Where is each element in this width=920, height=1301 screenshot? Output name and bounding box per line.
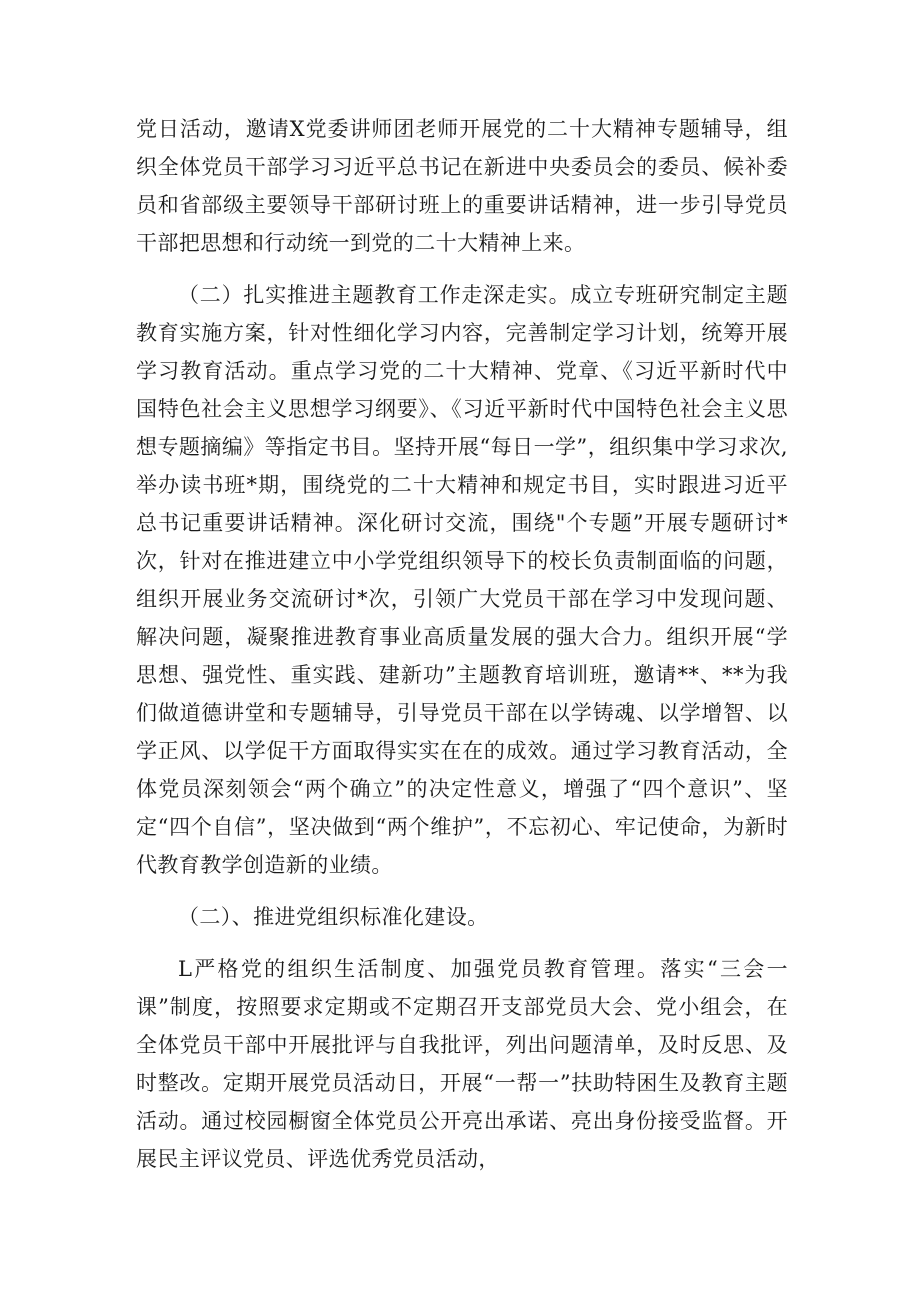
- document-body: [136, 110, 788, 1178]
- paragraph-party-day-activity: 党日活动，邀请X党委讲师团老师开展党的二十大精神专题辅导，组织全体党员干部学习习近平总书记在新进中央委员会的委员、候补委员和省部级主要领导干部研讨班上的重要讲话精神，进一步引导党员干部把思想和行动统一到党的二十大精神上来。: [136, 117, 788, 255]
- paragraph-theme-education: （二）扎实推进主题教育工作走深走实。成立专班研究制定主题教育实施方案，针对性细化学习内容，完善制定学习计划，统筹开展学习教育活动。重点学习党的二十大精神、党章、《习近平新时代中国特色社会主义思想学习纲要》、《习近平新时代中国特色社会主义思想专题摘编》等指定书目。坚持开展“每日一学”，组织集中学习求次,举办读书班*期，围绕党的二十大精神和规定书目，实时跟进习近平总书记重要讲话精神。深化研讨交流，围绕"个专题”开展专题研讨*次，针对在推进建立中小学党组织领导下的校长负责制面临的问题，组织开展业务交流研讨*次，引领广大党员干部在学习中发现问题、解决问题，凝聚推进教育事业高质量发展的强大合力。组织开展“学思想、强党性、重实践、建新功”主题教育培训班，邀请**、**为我们做道德讲堂和专题辅导，引导党员干部在以学铸魂、以学增智、以学正风、以学促干方面取得实实在在的成效。通过学习教育活动，全体党员深刻领会“两个确立”的决定性意义，增强了“四个意识”、坚定“四个自信”，坚决做到“两个维护”，不忘初心、牢记使命，为新时代教育教学创造新的业绩。: [136, 283, 788, 877]
- paragraph-organizational-life: L严格党的组织生活制度、加强党员教育管理。落实“三会一课”制度，按照要求定期或不定期召开支部党员大会、党小组会，在全体党员干部中开展批评与自我批评，列出问题清单，及时反思、及时整改。定期开展党员活动日，开展“一帮一”扶助特困生及教育主题活动。通过校园橱窗全体党员公开亮出承诺、亮出身份接受监督。开展民主评议党员、评选优秀党员活动，: [136, 957, 788, 1171]
- section-heading-standardization: （二）、推进党组织标准化建设。: [178, 905, 489, 929]
